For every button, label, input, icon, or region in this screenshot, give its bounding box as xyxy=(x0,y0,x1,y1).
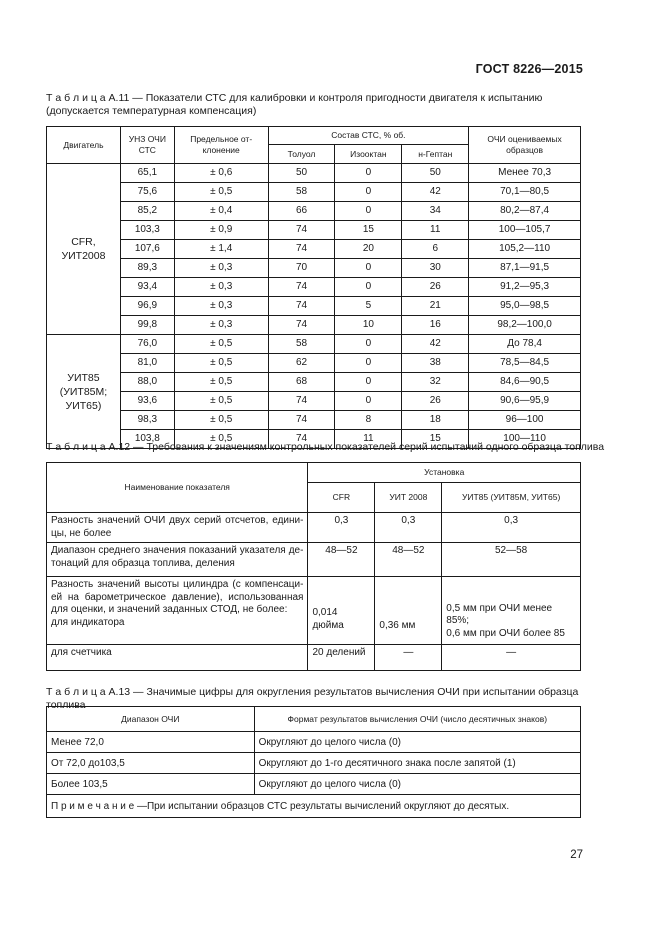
table-row xyxy=(47,513,581,543)
table-row xyxy=(47,645,581,671)
result-format: Округляют до целого числа (0) xyxy=(254,732,580,753)
deviation-value: ± 0,4 xyxy=(174,202,268,221)
table-a12 xyxy=(46,462,581,671)
indicator-name: для счетчика xyxy=(47,645,308,671)
engine-name: CFR, УИТ2008 xyxy=(47,164,121,335)
heptane-value: 26 xyxy=(402,392,469,411)
table-row xyxy=(47,577,581,645)
table-row xyxy=(47,411,581,430)
och-range: Более 103,5 xyxy=(47,774,255,795)
isooctane-value: 5 xyxy=(335,297,402,316)
och-range-value: 100—110 xyxy=(469,430,581,449)
heptane-value: 21 xyxy=(402,297,469,316)
header-cfr: CFR xyxy=(308,483,375,513)
och-range-value: 84,6—90,5 xyxy=(469,373,581,392)
toluene-value: 74 xyxy=(268,240,335,259)
toluene-value: 74 xyxy=(268,221,335,240)
uonch-value: 103,3 xyxy=(120,221,174,240)
uonch-value: 81,0 xyxy=(120,354,174,373)
isooctane-value: 0 xyxy=(335,373,402,392)
table-row xyxy=(47,753,581,774)
value-uit85 xyxy=(442,577,581,645)
isooctane-value: 0 xyxy=(335,335,402,354)
note-label: П р и м е ч а н и е xyxy=(51,800,135,812)
heptane-value: 15 xyxy=(402,430,469,449)
indicator-name: Диапазон среднего значения показаний указателя де-тонаций для образца топлива, деления xyxy=(47,543,308,577)
table-row xyxy=(47,221,581,240)
header-isooctane: Изооктан xyxy=(335,145,402,164)
uonch-value: 96,9 xyxy=(120,297,174,316)
uonch-value: 107,6 xyxy=(120,240,174,259)
header-indicator-name: Наименование показателя xyxy=(47,463,308,513)
heptane-value: 30 xyxy=(402,259,469,278)
uonch-value: 98,3 xyxy=(120,411,174,430)
uonch-value: 89,3 xyxy=(120,259,174,278)
note-text: —При испытании образцов СТС результаты вычислений округляют до десятых. xyxy=(134,800,510,812)
value-cfr: 20 делений xyxy=(308,645,375,671)
isooctane-value: 0 xyxy=(335,183,402,202)
toluene-value: 74 xyxy=(268,430,335,449)
isooctane-value: 0 xyxy=(335,202,402,221)
header-result-format: Формат результатов вычисления ОЧИ (число десятичных знаков) xyxy=(254,707,580,732)
och-range: Менее 72,0 xyxy=(47,732,255,753)
uonch-value: 76,0 xyxy=(120,335,174,354)
uonch-value: 103,8 xyxy=(120,430,174,449)
uonch-value: 93,4 xyxy=(120,278,174,297)
heptane-value: 18 xyxy=(402,411,469,430)
och-range-value: 100—105,7 xyxy=(469,221,581,240)
och-range-value: 90,6—95,9 xyxy=(469,392,581,411)
isooctane-value: 0 xyxy=(335,354,402,373)
uonch-value: 99,8 xyxy=(120,316,174,335)
uonch-value: 93,6 xyxy=(120,392,174,411)
value-uit85: 52—58 xyxy=(442,543,581,577)
indicator-sub: для индикатора xyxy=(51,616,125,628)
deviation-value: ± 0,5 xyxy=(174,392,268,411)
table-row xyxy=(47,543,581,577)
heptane-value: 42 xyxy=(402,335,469,354)
toluene-value: 70 xyxy=(268,259,335,278)
header-uit2008: УИТ 2008 xyxy=(375,483,442,513)
table-a13-title: — Значимые цифры для округления результатов вычисления ОЧИ при испытании образца топлива xyxy=(46,686,579,711)
och-range-value: 96—100 xyxy=(469,411,581,430)
standard-header: ГОСТ 8226—2015 xyxy=(475,62,583,76)
header-installation: Установка xyxy=(308,463,581,483)
value-uit2008: 48—52 xyxy=(375,543,442,577)
toluene-value: 74 xyxy=(268,392,335,411)
table-a12-title: — Требования к значениям контрольных показателей серий испытаний одного образца топлива xyxy=(130,441,605,453)
table-row xyxy=(47,202,581,221)
table-a11-caption xyxy=(46,92,606,118)
value-uit2008: — xyxy=(375,645,442,671)
och-range-value: 105,2—110 xyxy=(469,240,581,259)
och-range-value: До 78,4 xyxy=(469,335,581,354)
table-row xyxy=(47,373,581,392)
value-uit85-line1: 0,5 мм при ОЧИ менее 85%; xyxy=(446,602,553,626)
och-range-value: 98,2—100,0 xyxy=(469,316,581,335)
deviation-value: ± 0,5 xyxy=(174,411,268,430)
uonch-value: 88,0 xyxy=(120,373,174,392)
table-row xyxy=(47,335,581,354)
deviation-value: ± 0,3 xyxy=(174,278,268,297)
och-range-value: 80,2—87,4 xyxy=(469,202,581,221)
header-heptane: н-Гептан xyxy=(402,145,469,164)
header-deviation: Предельное от-клонение xyxy=(174,127,268,164)
header-uit85: УИТ85 (УИТ85М, УИТ65) xyxy=(442,483,581,513)
header-toluene: Толуол xyxy=(268,145,335,164)
isooctane-value: 20 xyxy=(335,240,402,259)
table-a13-label: Т а б л и ц а А.13 xyxy=(46,686,131,698)
och-range-value: 95,0—98,5 xyxy=(469,297,581,316)
heptane-value: 50 xyxy=(402,164,469,183)
uonch-value: 85,2 xyxy=(120,202,174,221)
value-cfr: 48—52 xyxy=(308,543,375,577)
isooctane-value: 10 xyxy=(335,316,402,335)
isooctane-value: 0 xyxy=(335,278,402,297)
toluene-value: 58 xyxy=(268,183,335,202)
heptane-value: 32 xyxy=(402,373,469,392)
table-row xyxy=(47,392,581,411)
result-format: Округляют до 1-го десятичного знака после запятой (1) xyxy=(254,753,580,774)
table-row xyxy=(47,732,581,753)
isooctane-value: 8 xyxy=(335,411,402,430)
och-range-value: Менее 70,3 xyxy=(469,164,581,183)
table-note-row xyxy=(47,795,581,818)
deviation-value: ± 0,3 xyxy=(174,297,268,316)
deviation-value: ± 1,4 xyxy=(174,240,268,259)
deviation-value: ± 0,5 xyxy=(174,183,268,202)
uonch-value: 65,1 xyxy=(120,164,174,183)
table-a12-label: Т а б л и ц а А.12 xyxy=(46,441,131,453)
table-row xyxy=(47,278,581,297)
och-range-value: 87,1—91,5 xyxy=(469,259,581,278)
deviation-value: ± 0,5 xyxy=(174,373,268,392)
isooctane-value: 0 xyxy=(335,164,402,183)
engine-name: УИТ85 (УИТ85М; УИТ65) xyxy=(47,335,121,449)
heptane-value: 42 xyxy=(402,183,469,202)
heptane-value: 26 xyxy=(402,278,469,297)
table-a12-caption xyxy=(46,441,606,454)
och-range-value: 91,2—95,3 xyxy=(469,278,581,297)
deviation-value: ± 0,3 xyxy=(174,259,268,278)
toluene-value: 74 xyxy=(268,316,335,335)
table-row xyxy=(47,354,581,373)
heptane-value: 6 xyxy=(402,240,469,259)
indicator-name-text: Разность значений высоты цилиндра (с компенсаци-ей на барометрическое давление), использованная для оценки, и значений заданных СТОД, не более: xyxy=(51,579,304,615)
isooctane-value: 0 xyxy=(335,259,402,278)
result-format: Округляют до целого числа (0) xyxy=(254,774,580,795)
toluene-value: 50 xyxy=(268,164,335,183)
toluene-value: 74 xyxy=(268,297,335,316)
value-uit85: 0,3 xyxy=(442,513,581,543)
deviation-value: ± 0,3 xyxy=(174,316,268,335)
toluene-value: 66 xyxy=(268,202,335,221)
table-row xyxy=(47,774,581,795)
value-uit2008: 0,36 мм xyxy=(375,577,442,645)
header-och: ОЧИ оцениваемых образцов xyxy=(469,127,581,164)
header-engine: Двигатель xyxy=(47,127,121,164)
deviation-value: ± 0,6 xyxy=(174,164,268,183)
value-uit2008: 0,3 xyxy=(375,513,442,543)
deviation-value: ± 0,5 xyxy=(174,335,268,354)
header-och-range: Диапазон ОЧИ xyxy=(47,707,255,732)
header-uonch: УНЗ ОЧИ СТС xyxy=(120,127,174,164)
och-range-value: 70,1—80,5 xyxy=(469,183,581,202)
deviation-value: ± 0,5 xyxy=(174,354,268,373)
heptane-value: 38 xyxy=(402,354,469,373)
och-range: От 72,0 до103,5 xyxy=(47,753,255,774)
value-uit85: — xyxy=(442,645,581,671)
deviation-value: ± 0,5 xyxy=(174,430,268,449)
toluene-value: 74 xyxy=(268,278,335,297)
heptane-value: 16 xyxy=(402,316,469,335)
value-uit85-line2: 0,6 мм при ОЧИ более 85 xyxy=(446,627,565,639)
table-row xyxy=(47,164,581,183)
value-cfr: 0,014 дюйма xyxy=(308,577,375,645)
table-a13 xyxy=(46,706,581,818)
table-a11-title: — Показатели СТС для калибровки и контроля пригодности двигателя к испытанию (допускается температурная компенсация) xyxy=(46,92,543,117)
table-a11-body xyxy=(47,164,581,449)
och-range-value: 78,5—84,5 xyxy=(469,354,581,373)
table-row xyxy=(47,316,581,335)
isooctane-value: 0 xyxy=(335,392,402,411)
toluene-value: 68 xyxy=(268,373,335,392)
table-row xyxy=(47,183,581,202)
table-note xyxy=(47,795,581,818)
heptane-value: 34 xyxy=(402,202,469,221)
table-a11-label: Т а б л и ц а А.11 xyxy=(46,92,130,104)
page-number: 27 xyxy=(570,849,583,861)
uonch-value: 75,6 xyxy=(120,183,174,202)
toluene-value: 62 xyxy=(268,354,335,373)
toluene-value: 58 xyxy=(268,335,335,354)
deviation-value: ± 0,9 xyxy=(174,221,268,240)
table-a11 xyxy=(46,126,581,449)
header-composition: Состав СТС, % об. xyxy=(268,127,469,145)
isooctane-value: 15 xyxy=(335,221,402,240)
indicator-name xyxy=(47,577,308,645)
isooctane-value: 11 xyxy=(335,430,402,449)
table-row xyxy=(47,297,581,316)
table-row xyxy=(47,259,581,278)
heptane-value: 11 xyxy=(402,221,469,240)
toluene-value: 74 xyxy=(268,411,335,430)
value-cfr: 0,3 xyxy=(308,513,375,543)
indicator-name: Разность значений ОЧИ двух серий отсчетов, едини-цы, не более xyxy=(47,513,308,543)
table-row xyxy=(47,240,581,259)
